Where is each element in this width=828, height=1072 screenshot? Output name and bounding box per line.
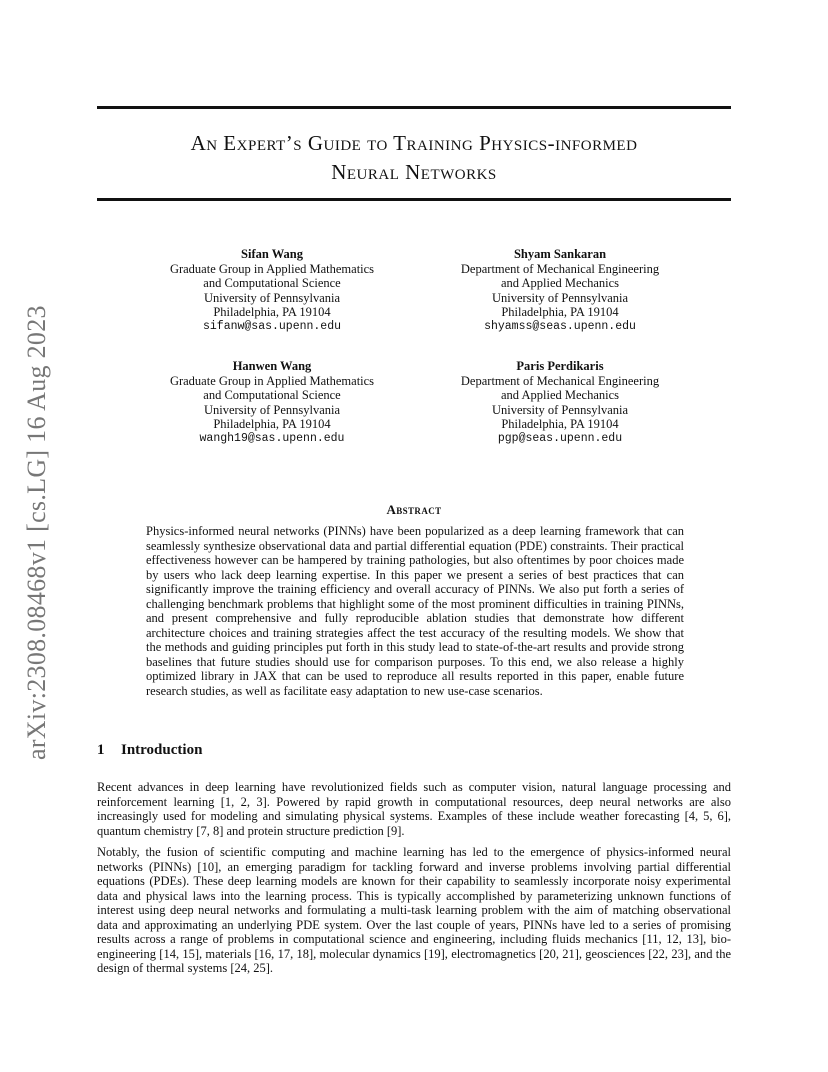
author-city: Philadelphia, PA 19104 [213, 417, 331, 432]
title-line-2: Neural Networks [331, 160, 497, 184]
body-paragraph: Recent advances in deep learning have revolutionized fields such as computer vision, natural language processing and reinforcement learning [1, 2, 3]. Powered by rapid growth in computational resources, deep neural networks are also increasingly used for modeling and simulating physical systems. Examples of these include weather forecasting [4, 5, 6], quantum chemistry [7, 8] and protein structure prediction [9]. [97, 780, 731, 838]
author-block [122, 247, 422, 335]
author-affiliation: Department of Mechanical Engineering [460, 261, 660, 276]
author-affiliation: Graduate Group in Applied Mathematics [169, 261, 375, 276]
paper-title [97, 129, 731, 187]
author-name: Shyam Sankaran [513, 247, 607, 261]
author-city: Philadelphia, PA 19104 [501, 305, 619, 320]
author-city: Philadelphia, PA 19104 [501, 417, 619, 432]
author-block [122, 359, 422, 447]
author-university: University of Pennsylvania [491, 290, 629, 305]
author-email[interactable]: pgp@seas.upenn.edu [497, 431, 623, 445]
author-affiliation: and Applied Mechanics [500, 276, 620, 291]
author-block [410, 359, 710, 447]
author-university: University of Pennsylvania [491, 402, 629, 417]
author-affiliation: and Computational Science [203, 388, 341, 403]
author-affiliation: Department of Mechanical Engineering [460, 373, 660, 388]
section-number: 1 [97, 742, 105, 758]
author-name: Paris Perdikaris [516, 359, 604, 373]
section-title: Introduction [121, 742, 203, 758]
author-university: University of Pennsylvania [203, 402, 341, 417]
author-city: Philadelphia, PA 19104 [213, 305, 331, 320]
title-line-1: An Expert’s Guide to Training Physics-informed [190, 131, 638, 155]
author-name: Hanwen Wang [232, 359, 312, 373]
author-name: Sifan Wang [241, 247, 303, 261]
author-email[interactable]: shyamss@seas.upenn.edu [484, 319, 636, 333]
section-heading [97, 742, 202, 759]
author-email[interactable]: wangh19@sas.upenn.edu [199, 431, 345, 445]
title-top-rule [97, 106, 731, 109]
author-email[interactable]: sifanw@sas.upenn.edu [202, 319, 342, 333]
author-affiliation: and Computational Science [203, 276, 341, 291]
author-affiliation: Graduate Group in Applied Mathematics [169, 373, 375, 388]
arxiv-identifier: arXiv:2308.08468v1 [cs.LG] 16 Aug 2023 [22, 305, 51, 760]
author-university: University of Pennsylvania [203, 290, 341, 305]
author-block [410, 247, 710, 335]
abstract-text: Physics-informed neural networks (PINNs) have been popularized as a deep learning framework that can seamlessly synthesize observational data and partial differential equation (PDE) constraints. Their practical effectiveness however can be hampered by training pathologies, but also oftentimes by poor choices made by users who lack deep learning expertise. In this paper we present a series of best practices that can significantly improve the training efficiency and overall accuracy of PINNs. We also put forth a series of challenging benchmark problems that highlight some of the most prominent difficulties in training PINNs, and present comprehensive and fully reproducible ablation studies that demonstrate how different architecture choices and training strategies affect the test accuracy of the resulting models. We show that the methods and guiding principles put forth in this study lead to state-of-the-art results and provide strong baselines that future studies should use for comparison purposes. To this end, we also release a highly optimized library in JAX that can be used to reproduce all results reported in this paper, enable future research studies, as well as facilitate easy adaptation to new use-case scenarios. [146, 524, 684, 699]
abstract-heading: Abstract [386, 502, 442, 517]
body-paragraph: Notably, the fusion of scientific computing and machine learning has led to the emergence of physics-informed neural networks (PINNs) [10], an emerging paradigm for tackling forward and inverse problems involving partial differential equations (PDEs). These deep learning models are known for their capability to seamlessly incorporate noisy experimental data and physical laws into the learning process. This is typically accomplished by parameterizing unknown functions of interest using deep neural networks and formulating a multi-task learning problem with the aim of matching observational data and approximating an underlying PDE system. Over the last couple of years, PINNs have led to a series of promising results across a range of problems in computational science and engineering, including fluids mechanics [11, 12, 13], bio-engineering [14, 15], materials [16, 17, 18], molecular dynamics [19], electromagnetics [20, 21], geosciences [22, 23], and the design of thermal systems [24, 25]. [97, 845, 731, 976]
title-bottom-rule [97, 198, 731, 201]
author-affiliation: and Applied Mechanics [500, 388, 620, 403]
